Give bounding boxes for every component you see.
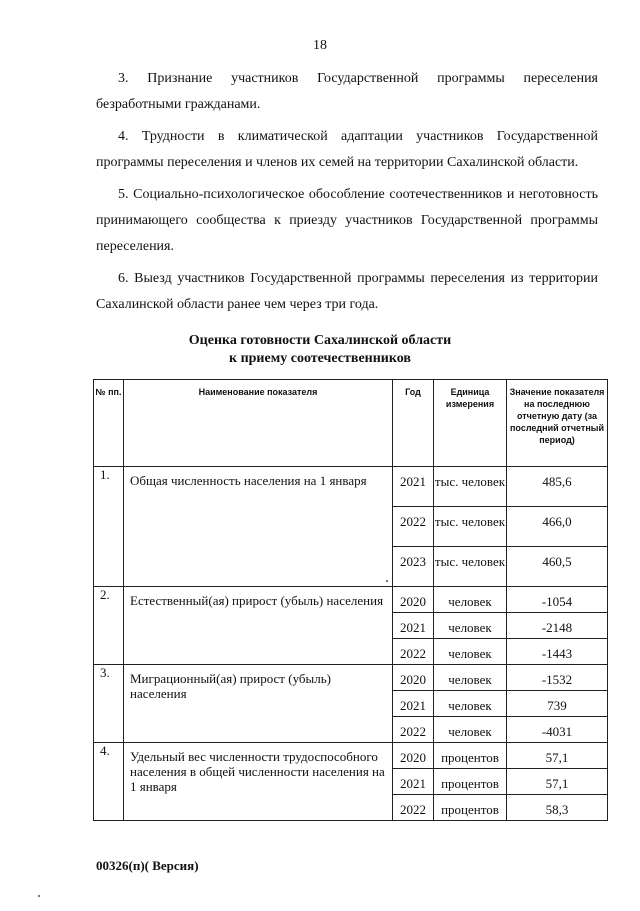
row-number: 1.: [94, 467, 124, 587]
unit-cell: человек: [434, 717, 507, 743]
table-heading: [0, 332, 640, 368]
col-header-year: Год: [393, 380, 434, 467]
value-cell: 57,1: [507, 743, 608, 769]
paragraph-6: 6. Выезд участников Государственной программы переселения из территории Сахалинской области ранее чем через три года.: [96, 271, 598, 312]
document-code: 00326(п)( Версия): [96, 858, 199, 873]
indicator-name: Общая численность населения на 1 января: [124, 467, 393, 587]
unit-cell: человек: [434, 639, 507, 665]
col-header-num: № пп.: [94, 380, 124, 467]
year-cell: 2020: [393, 587, 434, 613]
table-row: [94, 467, 608, 507]
value-cell: 58,3: [507, 795, 608, 821]
table-heading-line-1: Оценка готовности Сахалинской области: [188, 333, 452, 348]
value-cell: 460,5: [507, 547, 608, 587]
table-header-row: [94, 380, 608, 467]
scan-speck: [38, 895, 40, 897]
year-cell: 2022: [393, 795, 434, 821]
body-text: [96, 66, 598, 324]
unit-cell: тыс. человек: [434, 467, 507, 507]
unit-cell: процентов: [434, 743, 507, 769]
table-row: [94, 587, 608, 613]
year-cell: 2022: [393, 507, 434, 547]
value-cell: -1532: [507, 665, 608, 691]
col-header-unit: Единица измерения: [434, 380, 507, 467]
unit-cell: тыс. человек: [434, 507, 507, 547]
row-number: 4.: [94, 743, 124, 821]
value-cell: 739: [507, 691, 608, 717]
col-header-name: Наименование показателя: [124, 380, 393, 467]
indicator-name: Миграционный(ая) прирост (убыль) населения: [124, 665, 393, 743]
row-number: 2.: [94, 587, 124, 665]
indicator-name: Естественный(ая) прирост (убыль) населения: [124, 587, 393, 665]
year-cell: 2021: [393, 467, 434, 507]
value-cell: -1054: [507, 587, 608, 613]
page-number: 18: [313, 38, 327, 53]
unit-cell: процентов: [434, 795, 507, 821]
year-cell: 2023: [393, 547, 434, 587]
value-cell: -2148: [507, 613, 608, 639]
year-cell: 2022: [393, 717, 434, 743]
year-cell: 2021: [393, 691, 434, 717]
value-cell: 485,6: [507, 467, 608, 507]
value-cell: 57,1: [507, 769, 608, 795]
year-cell: 2021: [393, 769, 434, 795]
scan-speck: [386, 580, 388, 582]
paragraph-3: 3. Признание участников Государственной программы переселения безработными гражданами.: [96, 71, 598, 112]
unit-cell: человек: [434, 587, 507, 613]
year-cell: 2022: [393, 639, 434, 665]
indicator-name: Удельный вес численности трудоспособного населения в общей численности населения на 1 января: [124, 743, 393, 821]
table-row: [94, 743, 608, 769]
table-heading-line-2: к приему соотечественников: [229, 351, 411, 366]
unit-cell: человек: [434, 665, 507, 691]
value-cell: -4031: [507, 717, 608, 743]
unit-cell: процентов: [434, 769, 507, 795]
year-cell: 2020: [393, 743, 434, 769]
unit-cell: тыс. человек: [434, 547, 507, 587]
paragraph-5: 5. Социально-психологическое обособление соотечественников и неготовность принимающего сообщества к приезду участников Государственной программы переселения.: [96, 187, 598, 254]
year-cell: 2021: [393, 613, 434, 639]
year-cell: 2020: [393, 665, 434, 691]
value-cell: -1443: [507, 639, 608, 665]
col-header-value: Значение показателя на последнюю отчетную дату (за последний отчетный период): [507, 380, 608, 467]
table-row: [94, 665, 608, 691]
value-cell: 466,0: [507, 507, 608, 547]
unit-cell: человек: [434, 613, 507, 639]
row-number: 3.: [94, 665, 124, 743]
unit-cell: человек: [434, 691, 507, 717]
paragraph-4: 4. Трудности в климатической адаптации участников Государственной программы переселения и членов их семей на территории Сахалинской области.: [96, 129, 598, 170]
indicators-table: [93, 379, 608, 821]
